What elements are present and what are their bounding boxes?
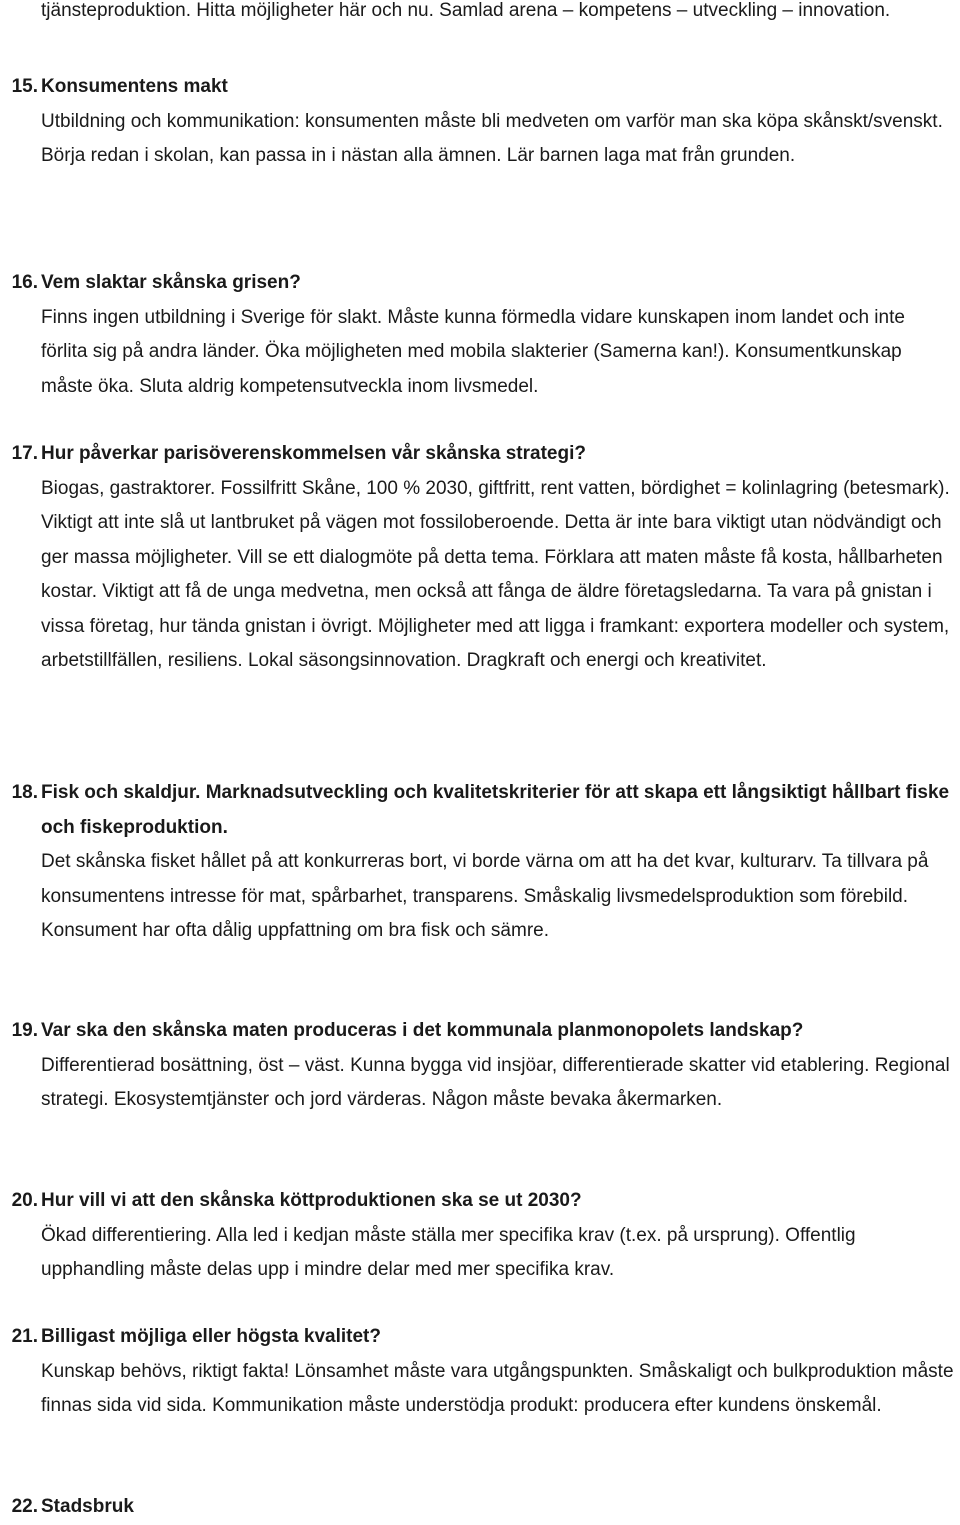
item-body	[41, 1320, 956, 1424]
item-number: 16.	[11, 272, 38, 293]
item-heading: Vem slaktar skånska grisen?	[41, 272, 301, 293]
item-text: Kunskap behövs, riktigt fakta! Lönsamhet måste vara utgångspunkten. Småskaligt och bulkproduktion måste finnas sida vid sida. Kommunikation måste understödja produkt: producera efter kundens önskemål.	[41, 1360, 954, 1416]
item-body	[41, 266, 956, 404]
item-text: Det skånska fisket hållet på att konkurreras bort, vi borde värna om att ha det kvar, kulturarv. Ta tillvara på konsumentens intresse för mat, spårbarhet, transparens. Småskalig livsmedelsproduktion som förebild. Konsument har ofta dålig uppfattning om bra fisk och sämre.	[41, 851, 929, 941]
item-number: 20.	[11, 1190, 38, 1211]
intro-paragraph: tjänsteproduktion. Hitta möjligheter här och nu. Samlad arena – kompetens – utveckling – innovation.	[41, 0, 891, 21]
item-text: Differentierad bosättning, öst – väst. Kunna bygga vid insjöar, differentierade skatter vid etablering. Regional strategi. Ekosystemtjänster och jord värderas. Någon måste bevaka åkermarken.	[41, 1054, 950, 1110]
item-text: Finns ingen utbildning i Sverige för slakt. Måste kunna förmedla vidare kunskapen inom landet och inte förlita sig på andra länder. Öka möjligheten med mobila slakterier (Samerna kan!). Konsumentkunskap måste öka. Sluta aldrig kompetensutveckla inom livsmedel.	[41, 306, 905, 397]
item-text: Utbildning och kommunikation: konsumenten måste bli medveten om varför man ska köpa skånskt/svenskt. Börja redan i skolan, kan passa in i nästan alla ämnen. Lär barnen laga mat från grunden.	[41, 110, 943, 166]
item-heading: Stadsbruk	[41, 1496, 134, 1517]
item-text: Biogas, gastraktorer. Fossilfritt Skåne, 100 % 2030, giftfritt, rent vatten, bördighet = kolinlagring (betesmark). Viktigt att inte slå ut lantbruket på vägen mot fossiloberoende. Detta är inte bara viktigt utan nödvändigt och ger massa möjligheter. Vill se ett dialogmöte på detta tema. Förklara att maten måste få kosta, hållbarheten kostar. Viktigt att få de unga medvetna, men också att fånga de äldre företagsledarna. Ta vara på gnistan i vissa företag, hur tända gnistan i övrigt. Möjligheter med att ligga i framkant: exportera modeller och system, arbetstillfällen, resiliens. Lokal säsongsinnovation. Dragkraft och energi och kreativitet.	[41, 477, 950, 671]
item-body	[41, 437, 956, 679]
item-body	[41, 1184, 956, 1288]
item-heading: Billigast möjliga eller högsta kvalitet?	[41, 1326, 381, 1347]
item-text: Ökad differentiering. Alla led i kedjan måste ställa mer specifika krav (t.ex. på ursprung). Offentlig upphandling måste delas upp i mindre delar med mer specifika krav.	[41, 1224, 856, 1280]
item-heading: Hur påverkar parisöverenskommelsen vår skånska strategi?	[41, 443, 586, 464]
item-body	[41, 70, 956, 174]
item-body	[41, 1490, 956, 1525]
item-heading: Fisk och skaldjur. Marknadsutveckling och kvalitetskriterier för att skapa ett långsiktigt hållbart fiske och fiskeproduktion.	[41, 782, 950, 838]
item-number: 19.	[11, 1020, 38, 1041]
item-number: 22.	[11, 1496, 38, 1517]
item-heading: Var ska den skånska maten produceras i det kommunala planmonopolets landskap?	[41, 1020, 804, 1041]
item-number: 21.	[11, 1326, 38, 1347]
item-number: 17.	[11, 443, 38, 464]
item-heading: Hur vill vi att den skånska köttproduktionen ska se ut 2030?	[41, 1190, 582, 1211]
item-body	[41, 1014, 956, 1118]
item-number: 18.	[11, 782, 38, 803]
item-number: 15.	[11, 76, 38, 97]
item-heading: Konsumentens makt	[41, 76, 228, 97]
item-body	[41, 776, 956, 949]
